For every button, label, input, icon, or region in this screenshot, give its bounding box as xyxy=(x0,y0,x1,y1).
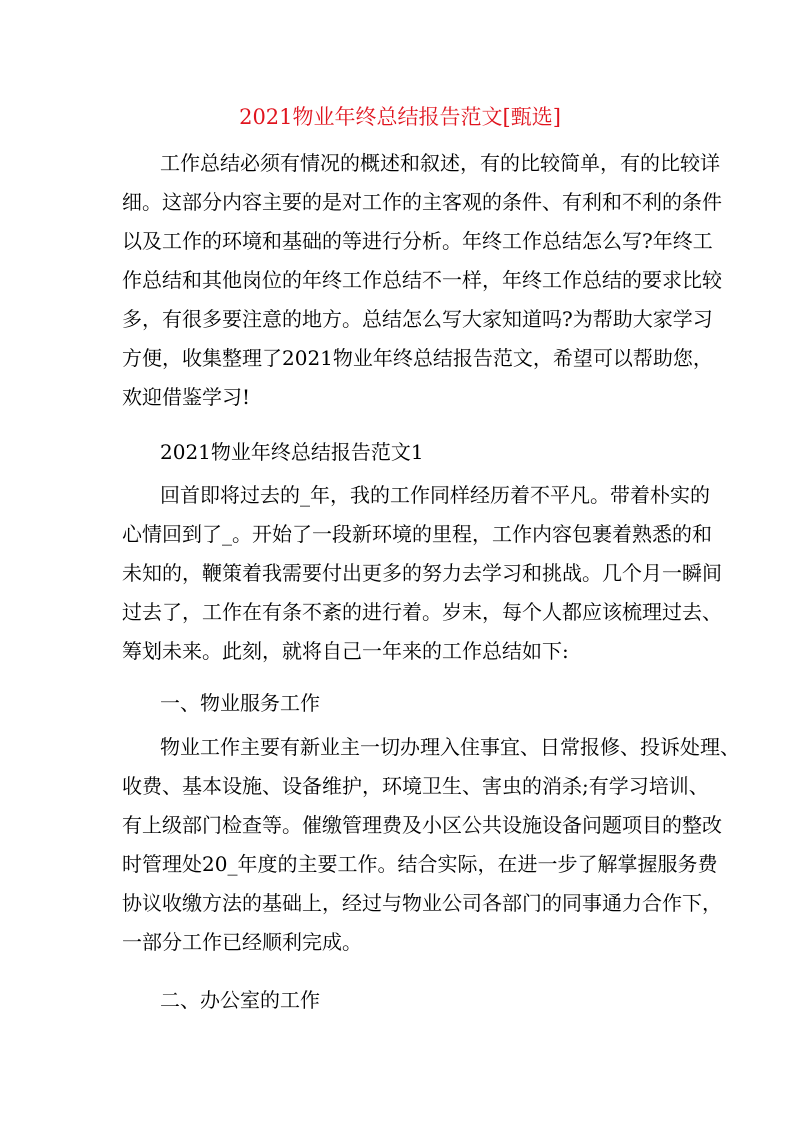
section-heading: 二、办公室的工作 xyxy=(160,988,320,1012)
paragraph-line: 未知的，鞭策着我需要付出更多的努力去学习和挑战。几个月一瞬间 xyxy=(122,561,722,585)
paragraph-line: 一部分工作已经顺利完成。 xyxy=(122,930,362,954)
paragraph-line: 工作总结必须有情况的概述和叙述，有的比较简单，有的比较详 xyxy=(160,151,720,175)
paragraph-line: 细。这部分内容主要的是对工作的主客观的条件、有利和不利的条件 xyxy=(122,190,722,214)
section-heading: 一、物业服务工作 xyxy=(160,691,320,715)
paragraph-line: 多，有很多要注意的地方。总结怎么写大家知道吗?为帮助大家学习 xyxy=(122,307,713,331)
paragraph-line: 方便，收集整理了2021物业年终总结报告范文，希望可以帮助您， xyxy=(122,346,713,370)
section-heading: 2021物业年终总结报告范文1 xyxy=(160,440,424,464)
document-title: 2021物业年终总结报告范文[甄选] xyxy=(239,105,561,129)
paragraph-line: 收费、基本设施、设备维护，环境卫生、害虫的消杀;有学习培训、 xyxy=(122,774,709,798)
paragraph-line: 物业工作主要有新业主一切办理入住事宜、日常报修、投诉处理、 xyxy=(160,735,740,759)
paragraph-line: 协议收缴方法的基础上，经过与物业公司各部门的同事通力合作下， xyxy=(122,891,722,915)
paragraph-line: 筹划未来。此刻，就将自己一年来的工作总结如下: xyxy=(122,639,569,663)
paragraph-line: 心情回到了_。开始了一段新环境的里程，工作内容包裹着熟悉的和 xyxy=(122,522,712,546)
paragraph-line: 作总结和其他岗位的年终工作总结不一样，年终工作总结的要求比较 xyxy=(122,268,722,292)
paragraph-line: 回首即将过去的_年，我的工作同样经历着不平凡。带着朴实的 xyxy=(160,483,710,507)
paragraph-line: 以及工作的环境和基础的等进行分析。年终工作总结怎么写?年终工 xyxy=(122,229,713,253)
paragraph-line: 有上级部门检查等。催缴管理费及小区公共设施设备问题项目的整改 xyxy=(122,813,722,837)
paragraph-line: 欢迎借鉴学习! xyxy=(122,385,251,409)
paragraph-line: 时管理处20_年度的主要工作。结合实际，在进一步了解掌握服务费 xyxy=(122,852,718,876)
paragraph-line: 过去了，工作在有条不紊的进行着。岁末，每个人都应该梳理过去、 xyxy=(122,600,722,624)
